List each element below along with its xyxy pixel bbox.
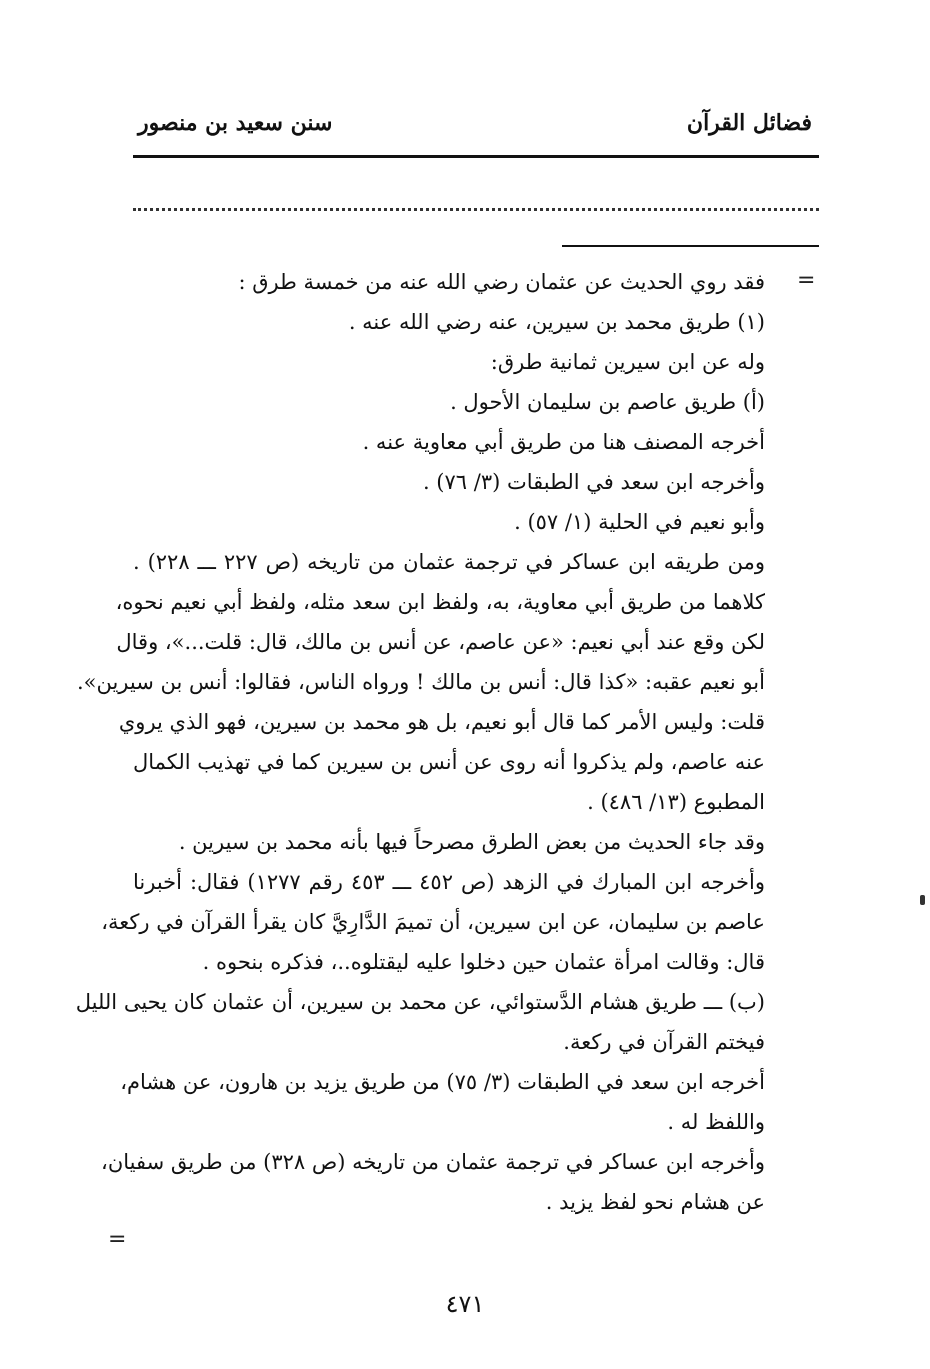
text-line: فقد روي الحديث عن عثمان رضي الله عنه من خمسة طرق : <box>238 270 765 294</box>
running-head-chapter: فضائل القرآن <box>686 110 812 136</box>
text-line: وأخرجه ابن سعد في الطبقات (٣/ ٧٦) . <box>422 470 765 494</box>
text-line: وأبو نعيم في الحلية (١/ ٥٧) . <box>514 510 765 534</box>
text-line: وأخرجه ابن عساكر في ترجمة عثمان من تاريخه (ص ٣٢٨) من طريق سفيان، <box>101 1150 765 1174</box>
text-line: كلاهما من طريق أبي معاوية، به، ولفظ ابن سعد مثله، ولفظ أبي نعيم نحوه، <box>115 590 765 614</box>
footnote-body <box>75 262 765 1222</box>
text-line: واللفظ له . <box>667 1110 765 1134</box>
footnote-rule <box>562 245 819 247</box>
text-line: قلت: وليس الأمر كما قال أبو نعيم، بل هو محمد بن سيرين، فهو الذي يروي <box>118 710 765 734</box>
text-line: أبو نعيم عقبه: «كذا قال: أنس بن مالك ! ورواه الناس، فقالوا: أنس بن سيرين». <box>76 670 765 694</box>
text-line: أخرجه ابن سعد في الطبقات (٣/ ٧٥) من طريق يزيد بن هارون، عن هشام، <box>120 1070 765 1094</box>
text-line: عاصم بن سليمان، عن ابن سيرين، أن تميمَ الدَّارِيَّ كان يقرأ القرآن في ركعة، <box>101 910 765 934</box>
running-head-book: سنن سعيد بن منصور <box>138 110 333 136</box>
header-rule <box>133 155 819 158</box>
text-line: (ب) ـــ طريق هشام الدَّستوائي، عن محمد بن سيرين، أن عثمان كان يحيى الليل <box>75 990 765 1014</box>
text-line: وأخرجه ابن المبارك في الزهد (ص ٤٥٢ ـــ ٤٥٣ رقم ١٢٧٧) فقال: أخبرنا <box>133 870 765 894</box>
text-line: المطبوع (١٣/ ٤٨٦) . <box>587 790 765 814</box>
text-line: (١) طريق محمد بن سيرين، عنه رضي الله عنه . <box>348 310 765 334</box>
text-line: عن هشام نحو لفظ يزيد . <box>545 1190 765 1214</box>
text-line: ومن طريقه ابن عساكر في ترجمة عثمان من تاريخه (ص ٢٢٧ ـــ ٢٢٨) . <box>133 550 765 574</box>
text-line: عنه عاصم، ولم يذكروا أنه روى عن أنس بن سيرين كما في تهذيب الكمال <box>133 750 765 774</box>
continuation-mark-top: = <box>797 268 816 293</box>
scan-speck <box>920 895 925 905</box>
dotted-separator <box>133 208 819 211</box>
text-line: قال: وقالت امرأة عثمان حين دخلوا عليه ليقتلوه..، فذكره بنحوه . <box>202 950 765 974</box>
text-line: أخرجه المصنف هنا من طريق أبي معاوية عنه . <box>362 430 765 454</box>
text-line: وقد جاء الحديث من بعض الطرق مصرحاً فيها بأنه محمد بن سيرين . <box>178 830 765 854</box>
continuation-mark-bottom: = <box>108 1227 127 1252</box>
text-line: (أ) طريق عاصم بن سليمان الأحول . <box>450 390 765 414</box>
text-line: لكن وقع عند أبي نعيم: «عن عاصم، عن أنس بن مالك، قال: قلت...»، وقال <box>116 630 765 654</box>
text-line: وله عن ابن سيرين ثمانية طرق: <box>490 350 765 374</box>
text-line: فيختم القرآن في ركعة. <box>563 1030 765 1054</box>
page-number: ٤٧١ <box>445 1290 485 1318</box>
